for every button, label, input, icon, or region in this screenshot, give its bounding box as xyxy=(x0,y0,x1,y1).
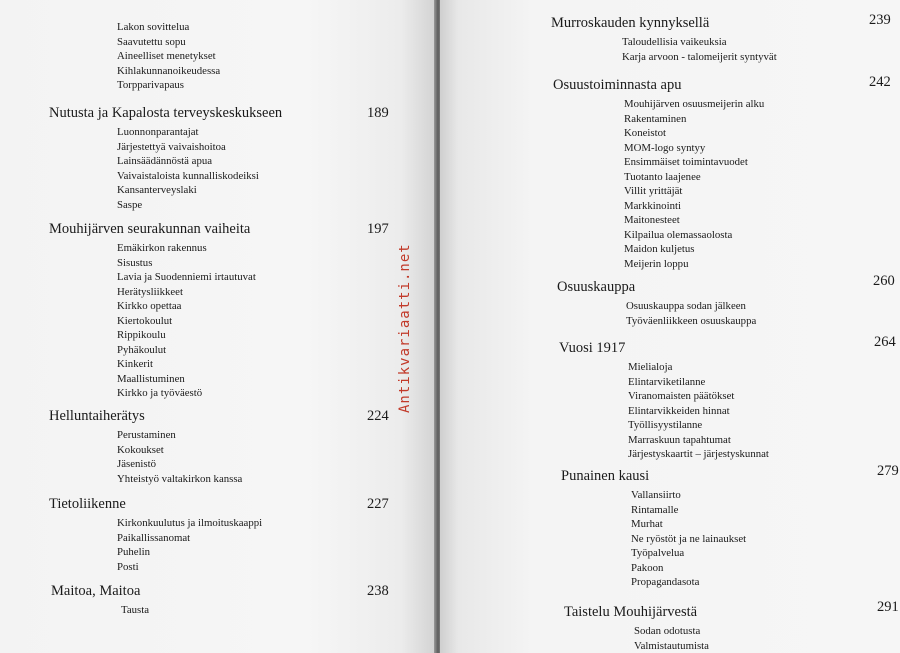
section-title: Taistelu Mouhijärvestä xyxy=(564,604,698,620)
toc-subitem: Taloudellisia vaikeuksia xyxy=(622,36,727,48)
toc-subitem: Saspe xyxy=(117,198,143,211)
left-page xyxy=(0,0,436,653)
toc-section xyxy=(49,105,389,212)
toc-subitem: Pakoon xyxy=(631,561,664,574)
section-title: Tietoliikenne xyxy=(49,496,126,512)
toc-subitem: Jäsenistö xyxy=(117,458,156,470)
toc-subitem: Rippikoulu xyxy=(117,329,166,341)
section-title: Murroskauden kynnyksellä xyxy=(551,15,710,31)
toc-subitem: MOM-logo syntyy xyxy=(624,141,706,154)
toc-subitem: Elintarvikkeiden hinnat xyxy=(628,404,730,417)
toc-subitem: Puhelin xyxy=(117,546,150,558)
toc-subitem: Paikallissanomat xyxy=(117,531,191,544)
toc-subitem: Karja arvoon - talomeijerit syntyvät xyxy=(622,50,777,63)
toc-section xyxy=(49,221,389,401)
continued-items xyxy=(117,20,220,93)
toc-subitem: Kirkko opettaa xyxy=(117,300,182,312)
page-number: 238 xyxy=(367,583,389,599)
page-number: 227 xyxy=(367,496,389,512)
toc-subitem: Järjestettyä vaivaishoitoa xyxy=(117,140,226,153)
toc-subitem: Kirkko ja työväestö xyxy=(117,387,203,399)
toc-section xyxy=(553,74,898,271)
toc-subitem: Tausta xyxy=(121,604,150,616)
toc-subitem: Maidon kuljetus xyxy=(624,243,695,255)
toc-subitem: Posti xyxy=(117,560,139,573)
toc-subitem: Osuuskauppa sodan jälkeen xyxy=(626,300,746,312)
toc-section xyxy=(551,12,896,64)
toc-subitem: Valmistautumista xyxy=(634,639,709,652)
toc-subitem: Vallansiirto xyxy=(631,489,681,501)
toc-section xyxy=(564,599,900,653)
section-title: Helluntaiherätys xyxy=(49,408,145,424)
right-page xyxy=(440,0,900,653)
toc-subitem: Propagandasota xyxy=(631,576,700,588)
toc-subitem: Mielialoja xyxy=(628,361,673,373)
toc-subitem: Sodan odotusta xyxy=(634,625,701,637)
page-number: 224 xyxy=(367,408,389,424)
section-title: Maitoa, Maitoa xyxy=(51,583,141,599)
section-title: Nutusta ja Kapalosta terveyskeskukseen xyxy=(49,105,283,121)
page-number: 197 xyxy=(367,221,389,237)
toc-subitem: Rakentaminen xyxy=(624,112,687,125)
page-number: 239 xyxy=(869,12,891,28)
toc-subitem: Kirkonkuulutus ja ilmoituskaappi xyxy=(117,517,263,529)
toc-section xyxy=(561,463,900,590)
toc-section xyxy=(557,273,900,328)
section-title: Punainen kausi xyxy=(561,468,650,484)
toc-subitem: Maitonesteet xyxy=(624,214,680,226)
toc-subitem: Lainsäädännöstä apua xyxy=(117,155,213,167)
toc-subitem: Emäkirkon rakennus xyxy=(117,242,207,254)
toc-subitem: Koneistot xyxy=(624,127,666,139)
watermark-text: Antikvariaatti.net xyxy=(397,243,413,413)
section-title: Vuosi 1917 xyxy=(559,340,626,356)
page-number: 242 xyxy=(869,74,891,90)
toc-subitem: Marraskuun tapahtumat xyxy=(628,433,731,446)
toc-subitem: Murhat xyxy=(631,518,663,530)
toc-subitem: Kiertokoulut xyxy=(117,314,173,327)
page-number: 264 xyxy=(874,334,896,350)
toc-subitem: Työllisyystilanne xyxy=(628,419,703,431)
toc-subitem: Tuotanto laajenee xyxy=(624,170,701,183)
toc-subitem: Elintarviketilanne xyxy=(628,375,706,388)
toc-subitem: Kinkerit xyxy=(117,358,153,370)
toc-subitem: Työväenliikkeen osuuskauppa xyxy=(626,314,757,327)
toc-subitem: Herätysliikkeet xyxy=(117,285,183,298)
toc-subitem: Yhteistyö valtakirkon kanssa xyxy=(117,472,243,485)
toc-section xyxy=(49,408,389,486)
toc-subitem: Torpparivapaus xyxy=(117,79,185,91)
toc-subitem: Pyhäkoulut xyxy=(117,343,167,356)
toc-section xyxy=(559,334,899,462)
toc-subitem: Luonnonparantajat xyxy=(117,126,199,138)
toc-subitem: Meijerin loppu xyxy=(624,257,689,270)
toc-subitem: Villit yrittäjät xyxy=(624,185,683,197)
page-number: 279 xyxy=(877,463,899,479)
page-number: 189 xyxy=(367,105,389,121)
toc-subitem: Lakon sovittelua xyxy=(117,21,190,33)
toc-subitem: Rintamalle xyxy=(631,503,679,516)
section-title: Osuuskauppa xyxy=(557,279,636,295)
toc-subitem: Perustaminen xyxy=(117,429,176,441)
toc-subitem: Järjestyskaartit – järjestyskunnat xyxy=(628,448,769,460)
toc-section xyxy=(49,496,389,574)
toc-subitem: Sisustus xyxy=(117,256,153,269)
toc-subitem: Kilpailua olemassaolosta xyxy=(624,228,733,241)
toc-section xyxy=(51,583,391,618)
toc-subitem: Mouhijärven osuusmeijerin alku xyxy=(624,98,765,110)
section-title: Mouhijärven seurakunnan vaiheita xyxy=(49,221,251,237)
toc-subitem: Kokoukset xyxy=(117,443,164,456)
page-number: 291 xyxy=(877,599,899,615)
toc-subitem: Aineelliset menetykset xyxy=(117,50,216,62)
toc-subitem: Markkinointi xyxy=(624,199,681,212)
toc-subitem: Maallistuminen xyxy=(117,372,185,385)
toc-subitem: Ne ryöstöt ja ne lainaukset xyxy=(631,532,747,545)
toc-subitem: Saavutettu sopu xyxy=(117,35,186,48)
toc-subitem: Viranomaisten päätökset xyxy=(628,390,735,402)
toc-subitem: Työpalvelua xyxy=(631,547,685,559)
page-number: 260 xyxy=(873,273,895,289)
toc-subitem: Lavia ja Suodenniemi irtautuvat xyxy=(117,271,256,283)
toc-subitem: Kihlakunnanoikeudessa xyxy=(117,64,221,77)
toc-subitem: Vaivaistaloista kunnalliskodeiksi xyxy=(117,169,259,182)
toc-subitem: Ensimmäiset toimintavuodet xyxy=(624,156,748,168)
section-title: Osuustoiminnasta apu xyxy=(553,77,682,93)
toc-subitem: Kansanterveyslaki xyxy=(117,184,197,196)
